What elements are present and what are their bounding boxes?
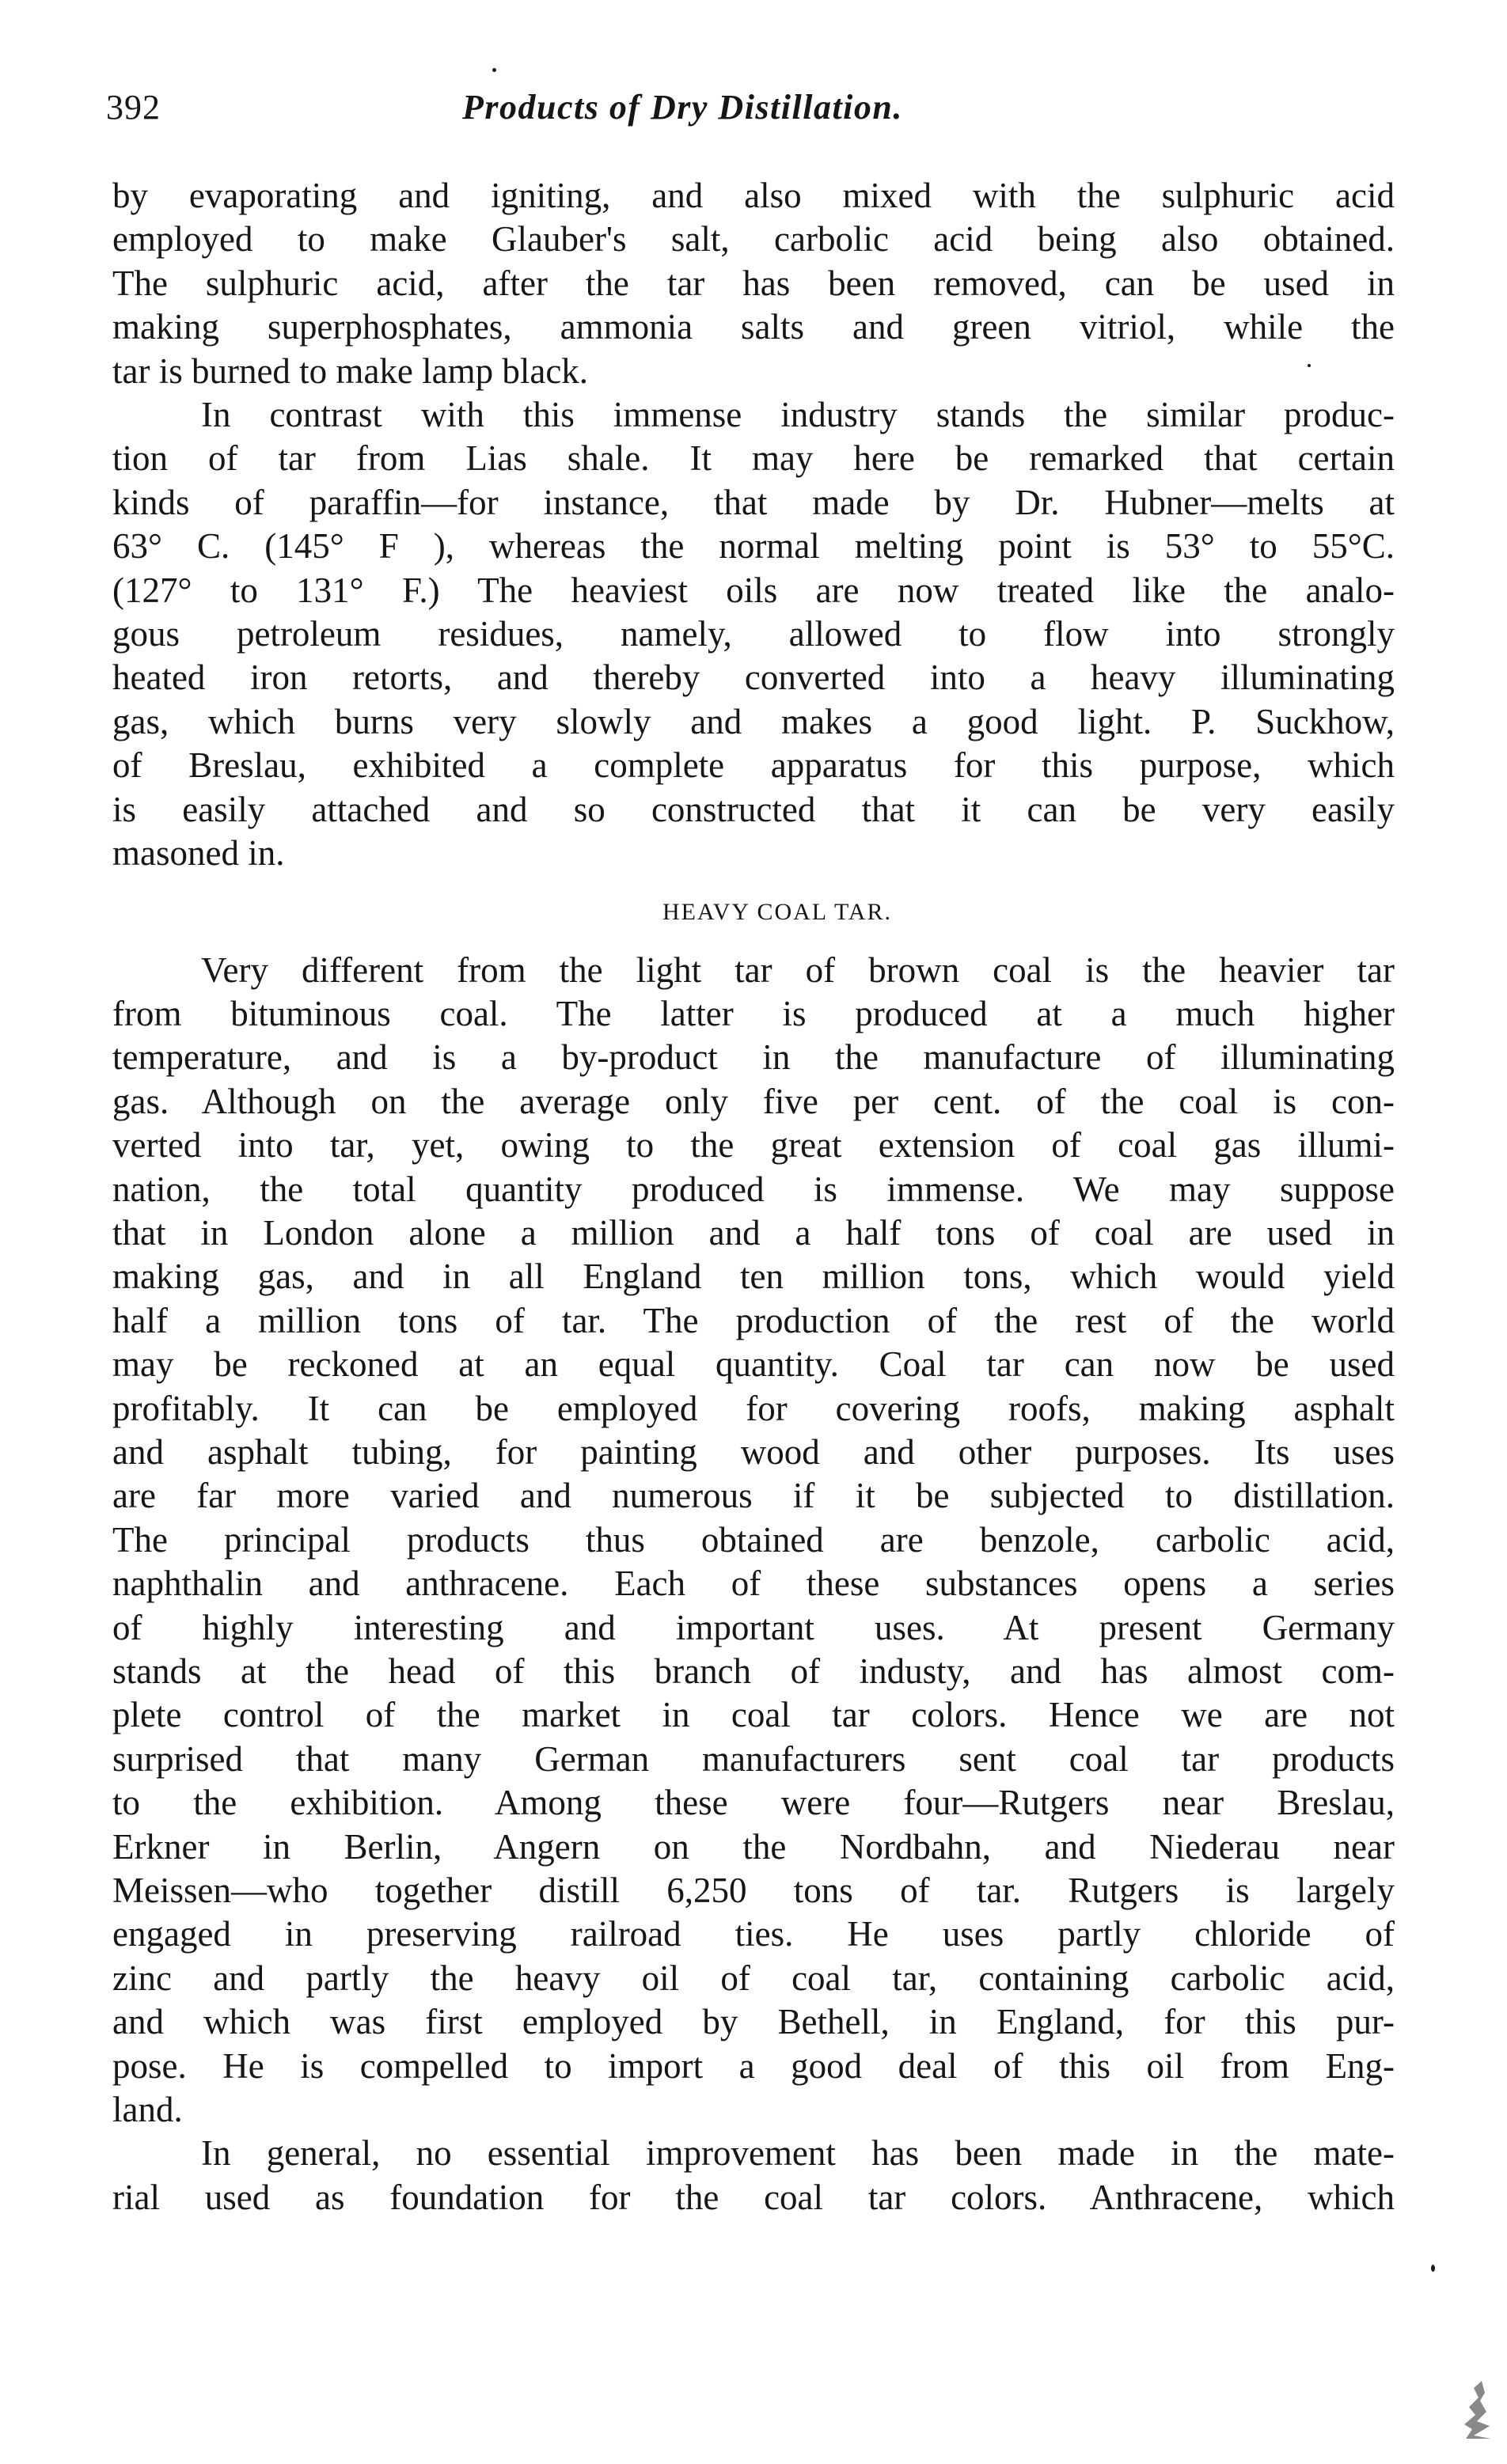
text-line: to the exhibition. Among these were four—Rutgers near Breslau, — [112, 1783, 1395, 1823]
text-line: land. — [112, 2090, 183, 2130]
text-line: from bituminous coal. The latter is produced at a much higher — [112, 993, 1395, 1033]
page-corner-smudge — [1450, 2377, 1498, 2440]
paragraph — [112, 393, 1395, 875]
text-line: Very different from the light tar of brown coal is the heavier tar — [201, 950, 1395, 990]
running-title: Products of Dry Distillation. — [462, 88, 903, 127]
page-header — [106, 87, 1404, 142]
text-line: stands at the head of this branch of industy, and has almost com- — [112, 1651, 1395, 1691]
text-line: Erkner in Berlin, Angern on the Nordbahn, and Niederau near — [112, 1826, 1395, 1867]
text-line: surprised that many German manufacturers sent coal tar products — [112, 1738, 1395, 1779]
text-line: is easily attached and so constructed that it can be very easily — [112, 789, 1395, 829]
text-line: masoned in. — [112, 833, 285, 874]
text-line: verted into tar, yet, owing to the great extension of coal gas illumi- — [112, 1125, 1395, 1166]
text-line: rial used as foundation for the coal tar colors. Anthracene, which — [112, 2177, 1395, 2217]
text-line: Meissen—who together distill 6,250 tons of tar. Rutgers is largely — [112, 1871, 1395, 1911]
text-line: tion of tar from Lias shale. It may here be remarked that certain — [112, 438, 1395, 479]
text-line: kinds of paraffin—for instance, that made by Dr. Hubner—melts at — [112, 482, 1395, 522]
paragraph — [112, 2132, 1395, 2219]
text-line: 63° C. (145° F ), whereas the normal melting point is 53° to 55°C. — [112, 526, 1395, 567]
text-line: (127° to 131° F.) The heaviest oils are now treated like the analo- — [112, 570, 1395, 610]
text-line: In contrast with this immense industry stands the similar produc- — [201, 395, 1395, 435]
paragraph — [112, 174, 1395, 393]
page-number: 392 — [106, 88, 161, 127]
text-line: gas, which burns very slowly and makes a good light. P. Suckhow, — [112, 701, 1395, 741]
text-line: plete control of the market in coal tar colors. Hence we are not — [112, 1695, 1395, 1735]
text-line: naphthalin and anthracene. Each of these substances opens a series — [112, 1564, 1395, 1604]
body-text — [112, 174, 1395, 2219]
text-line: of highly interesting and important uses. At present Germany — [112, 1607, 1395, 1647]
text-line: tar is burned to make lamp black. — [112, 351, 589, 391]
text-line: The principal products thus obtained are benzole, carbolic acid, — [112, 1519, 1395, 1560]
text-line: and which was first employed by Bethell, in England, for this pur- — [112, 2002, 1395, 2042]
text-line: employed to make Glauber's salt, carbolic acid being also obtained. — [112, 219, 1395, 260]
text-line: making gas, and in all England ten million tons, which would yield — [112, 1257, 1395, 1297]
text-line: that in London alone a million and a half tons of coal are used in — [112, 1212, 1395, 1253]
scan-speck — [492, 68, 496, 72]
text-line: may be reckoned at an equal quantity. Coal tar can now be used — [112, 1344, 1395, 1385]
text-line: are far more varied and numerous if it be subjected to distillation. — [112, 1476, 1395, 1516]
text-line: making superphosphates, ammonia salts and green vitriol, while the — [112, 307, 1395, 347]
text-line: engaged in preserving railroad ties. He uses partly chloride of — [112, 1914, 1395, 1954]
paragraph — [112, 949, 1395, 2132]
text-line: of Breslau, exhibited a complete apparatus for this purpose, which — [112, 745, 1395, 786]
text-line: half a million tons of tar. The production of the rest of the world — [112, 1300, 1395, 1340]
text-line: and asphalt tubing, for painting wood and other purposes. Its uses — [112, 1431, 1395, 1472]
text-line: zinc and partly the heavy oil of coal tar, containing carbolic acid, — [112, 1958, 1395, 1998]
text-line: In general, no essential improvement has been made in the mate- — [201, 2133, 1395, 2174]
text-line: gous petroleum residues, namely, allowed to flow into strongly — [112, 614, 1395, 654]
text-line: gas. Although on the average only five per cent. of the coal is con- — [112, 1081, 1395, 1121]
text-line: profitably. It can be employed for covering roofs, making asphalt — [112, 1388, 1395, 1428]
text-line: The sulphuric acid, after the tar has been removed, can be used in — [112, 263, 1395, 303]
text-line: temperature, and is a by-product in the manufacture of illuminating — [112, 1037, 1395, 1078]
text-line: nation, the total quantity produced is immense. We may suppose — [112, 1169, 1395, 1209]
section-heading: HEAVY COAL TAR. — [662, 898, 893, 925]
scan-speck — [1431, 2265, 1435, 2272]
text-line: heated iron retorts, and thereby converted into a heavy illuminating — [112, 658, 1395, 698]
scan-speck — [1308, 364, 1311, 367]
text-line: by evaporating and igniting, and also mixed with the sulphuric acid — [112, 176, 1395, 215]
text-line: pose. He is compelled to import a good deal of this oil from Eng- — [112, 2045, 1395, 2086]
